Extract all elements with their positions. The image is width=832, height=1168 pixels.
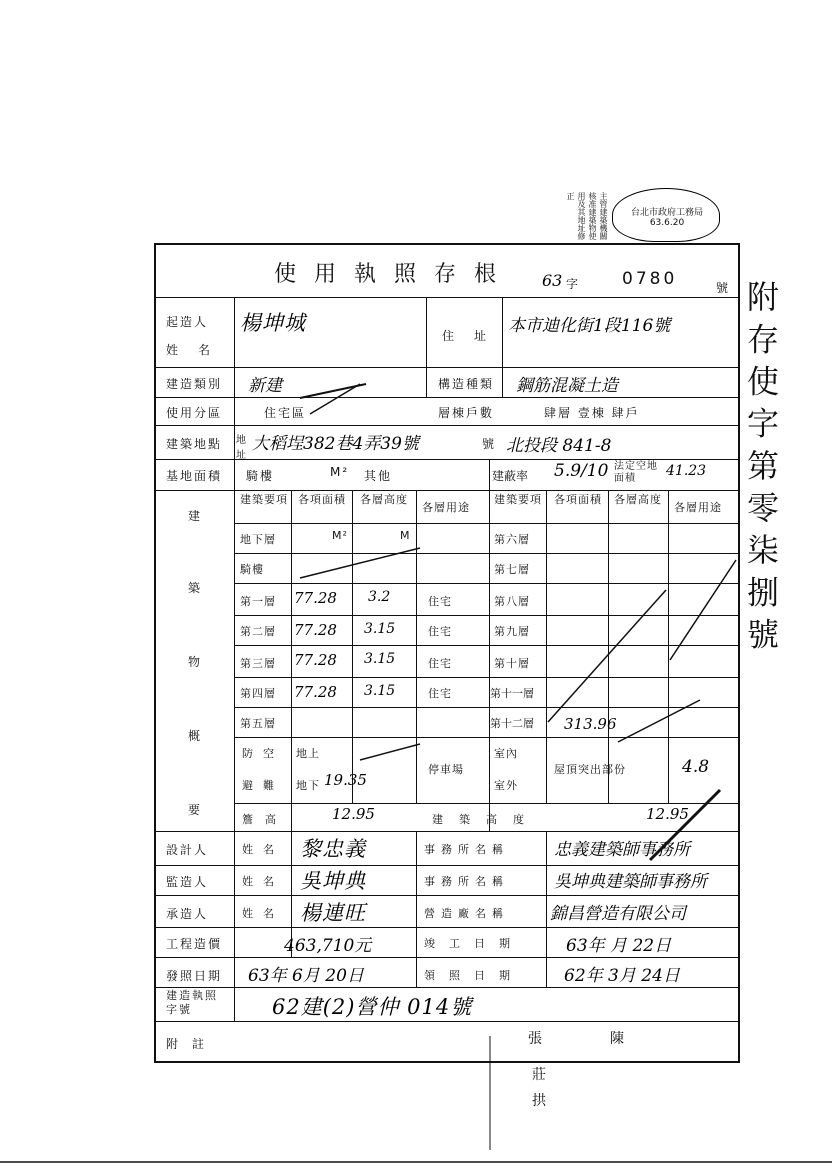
permit-no-label: 建造執照字號 [166,989,218,1016]
top-note: 主管建築機關核准建築物使用及其地址修正 [566,192,608,240]
address-label: 住址 [442,329,507,343]
col-height-header: 各層高度 [360,493,408,506]
site-lot: 北投段 841-8 [506,436,612,456]
col-item-header-2: 建築要項 [494,493,542,506]
cost-label: 工程造價 [166,937,223,951]
roof-value: 4.8 [682,757,710,777]
contractor-name-label: 姓名 [242,907,284,920]
height-floor4: 3.15 [364,683,396,699]
row-floor3: 第三層 [240,657,276,670]
supervisor-label: 監造人 [166,875,209,889]
row-floor2: 第二層 [240,625,276,638]
designer-office-label: 事務所名稱 [424,843,509,856]
form-title: 使用執照存根 [274,262,515,287]
parking-label: 停車場 [428,763,464,776]
arcade-unit: M² [330,465,350,479]
permit-word: 字 [566,277,581,291]
use-floor1: 住宅 [428,595,452,608]
shelter-label-2: 避難 [242,779,284,792]
row-arcade: 騎樓 [240,563,264,576]
overview-side-5: 要 [188,803,203,817]
floors-label: 層棟戶數 [438,406,495,420]
contractor-name: 楊連旺 [300,901,366,925]
supervisor-office-label: 事務所名稱 [424,875,509,888]
bottom-stamp-4: 拱 [532,1093,546,1109]
receive-label: 領照日期 [424,969,524,982]
height-floor1: 3.2 [368,589,391,605]
above-label: 地上 [296,747,320,760]
receive-value: 62年 3月 24日 [564,966,680,986]
row-floor8: 第八層 [494,595,530,608]
height-floor3: 3.15 [364,651,396,667]
col-use-header: 各層用途 [422,501,470,514]
roof-label: 屋頂突出部份 [554,763,626,776]
building-type-label: 建造類別 [166,377,223,391]
use-zone-value: 住宅區 [264,406,307,420]
overview-side-3: 物 [188,655,203,669]
permit-no-value: 62建(2)營仲 014號 [272,995,473,1019]
legal-open-label: 法定空地面積 [614,461,658,484]
address-value: 本市迪化街1段116號 [508,316,671,336]
area-floor1: 77.28 [294,589,337,607]
eave-value: 12.95 [332,805,375,823]
use-floor4: 住宅 [428,687,452,700]
unit-m-basement: M [400,529,411,542]
completion-value: 63年 月 22日 [566,936,672,956]
col-height-header-2: 各層高度 [614,493,662,506]
structure-value: 鋼筋混凝土造 [516,376,618,396]
eave-label: 簷高 [242,813,288,826]
overview-side-2: 築 [188,581,203,595]
area-floor4: 77.28 [294,683,337,701]
use-floor3: 住宅 [428,657,452,670]
supervisor-name-label: 姓名 [242,875,284,888]
row-basement: 地下層 [240,533,276,546]
col-area-header: 各項面積 [298,493,346,506]
row-floor5: 第五層 [240,717,276,730]
designer-label: 設計人 [166,843,209,857]
unit-m2-basement: M² [332,529,348,542]
legal-open-value: 41.23 [666,463,707,479]
outdoor-label: 室外 [494,779,518,792]
issue-label: 發照日期 [166,969,223,983]
row-floor1: 第一層 [240,595,276,608]
site-no-label: 號 [482,437,497,451]
permit-suffix: 號 [716,281,731,295]
coverage-label: 建蔽率 [492,469,529,483]
height-floor2: 3.15 [364,621,396,637]
use-floor2: 住宅 [428,625,452,638]
permit-year: 63 [542,271,563,290]
arcade-label: 騎樓 [246,469,275,483]
indoor-label: 室內 [494,747,518,760]
floors-value: 肆層 壹棟 肆戶 [544,406,640,420]
completion-label: 竣工日期 [424,937,524,950]
contractor-firm: 錦昌營造有限公司 [550,904,686,924]
row-floor11: 第十一層 [490,687,534,700]
row-floor9: 第九層 [494,625,530,638]
structure-label: 構造種類 [438,377,495,391]
site-label: 建築地點 [166,437,223,451]
bottom-stamp-1: 張 [528,1031,542,1047]
row-floor10: 第十層 [494,657,530,670]
total-area: 313.96 [564,715,617,733]
bldg-height-value: 12.95 [646,805,689,823]
designer-office: 忠義建築師事務所 [554,840,690,860]
bottom-stamp-3: 莊 [532,1067,546,1083]
use-zone-label: 使用分區 [166,406,223,420]
overview-side-4: 概 [188,729,203,743]
contractor-label: 承造人 [166,907,209,921]
shelter-label-1: 防空 [242,747,284,760]
remarks-label: 附註 [166,1037,219,1051]
building-type-value: 新建 [248,376,282,396]
supervisor-name: 吳坤典 [300,869,366,893]
shelter-below-value: 19.35 [324,771,367,789]
issue-value: 63年 6月 20日 [248,966,364,986]
applicant-label-1: 起造人 [166,315,209,329]
coverage-value: 5.9/10 [554,461,609,481]
base-area-label: 基地面積 [166,469,223,483]
bldg-height-label: 建築高度 [432,813,540,826]
area-floor2: 77.28 [294,621,337,639]
approval-stamp-text: 台北市政府工務局 63.6.20 [630,208,703,228]
row-floor4: 第四層 [240,687,276,700]
applicant-label-2: 姓名 [166,343,231,357]
col-use-header-2: 各層用途 [674,501,722,514]
row-floor7: 第七層 [494,563,530,576]
col-area-header-2: 各項面積 [554,493,602,506]
applicant-name: 楊坤城 [240,311,306,335]
designer-name-label: 姓名 [242,843,284,856]
other-label: 其他 [364,469,393,483]
area-floor3: 77.28 [294,651,337,669]
designer-name: 黎忠義 [300,837,366,861]
contractor-firm-label: 營造廠名稱 [424,907,509,920]
permit-number: 0780 [622,269,678,289]
below-label: 地下 [296,779,320,792]
row-floor12: 第十二層 [490,717,534,730]
site-sub-label: 地址 [236,435,247,461]
site-value: 大稻埕382巷4弄39號 [252,434,419,454]
row-floor6: 第六層 [494,533,530,546]
right-margin-notes: 附 存 使 字 第 零 柒 捌 號 [742,280,780,650]
col-item-header: 建築要項 [240,493,288,506]
cost-value: 463,710元 [284,936,372,956]
bottom-stamp-2: 陳 [610,1031,624,1047]
supervisor-office: 吳坤典建築師事務所 [554,872,707,892]
overview-side-1: 建 [188,509,203,523]
